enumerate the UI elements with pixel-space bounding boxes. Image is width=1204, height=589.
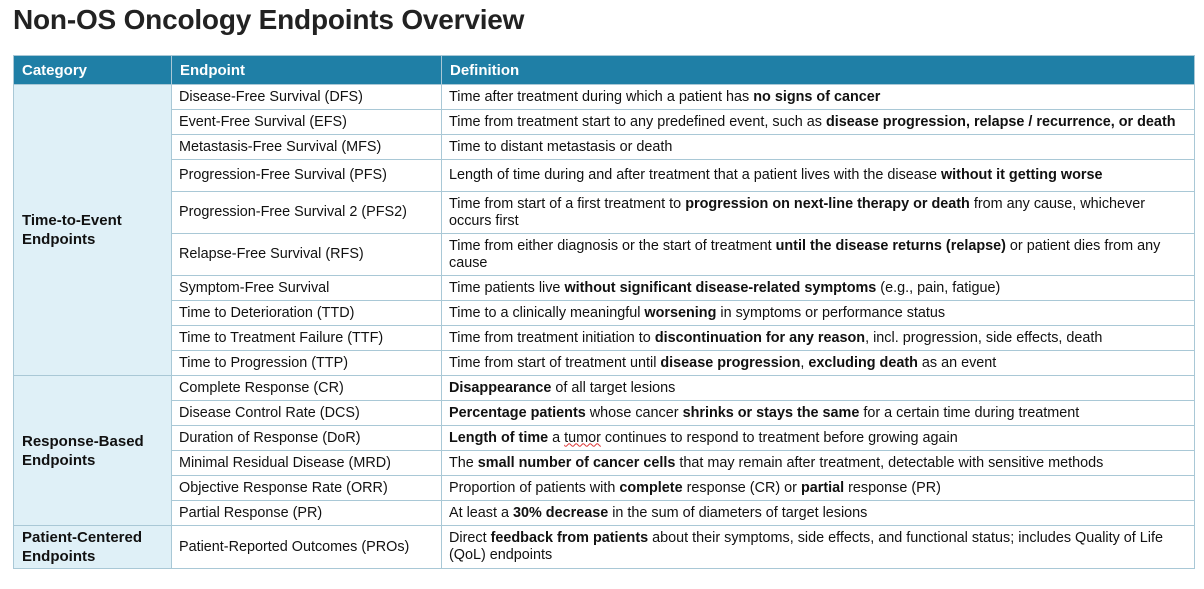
endpoint-cell: Time to Treatment Failure (TTF) (172, 326, 442, 351)
endpoint-cell: Time to Progression (TTP) (172, 351, 442, 376)
definition-cell: The small number of cancer cells that may remain after treatment, detectable with sensitive methods (442, 451, 1195, 476)
table-row (14, 301, 1195, 326)
definition-cell: Time from either diagnosis or the start of treatment until the disease returns (relapse) or patient dies from any cause (442, 234, 1195, 276)
table-header-row (14, 56, 1195, 85)
definition-cell: At least a 30% decrease in the sum of diameters of target lesions (442, 501, 1195, 526)
definition-cell: Proportion of patients with complete response (CR) or partial response (PR) (442, 476, 1195, 501)
table-row (14, 401, 1195, 426)
definition-cell: Time from treatment initiation to discontinuation for any reason, incl. progression, side effects, death (442, 326, 1195, 351)
table-row (14, 110, 1195, 135)
endpoint-cell: Event-Free Survival (EFS) (172, 110, 442, 135)
header-definition: Definition (442, 56, 1195, 85)
table-row (14, 476, 1195, 501)
definition-cell: Time after treatment during which a patient has no signs of cancer (442, 85, 1195, 110)
definition-cell: Time from treatment start to any predefined event, such as disease progression, relapse / recurrence, or death (442, 110, 1195, 135)
definition-cell: Time to distant metastasis or death (442, 135, 1195, 160)
table-row (14, 451, 1195, 476)
header-endpoint: Endpoint (172, 56, 442, 85)
endpoint-cell: Metastasis-Free Survival (MFS) (172, 135, 442, 160)
table-row (14, 234, 1195, 276)
definition-cell: Percentage patients whose cancer shrinks or stays the same for a certain time during treatment (442, 401, 1195, 426)
endpoint-cell: Disease-Free Survival (DFS) (172, 85, 442, 110)
definition-cell: Direct feedback from patients about their symptoms, side effects, and functional status; includes Quality of Life (QoL) endpoints (442, 526, 1195, 569)
endpoint-cell: Time to Deterioration (TTD) (172, 301, 442, 326)
category-patient-centered: Patient-Centered Endpoints (14, 526, 172, 569)
endpoint-cell: Symptom-Free Survival (172, 276, 442, 301)
table-row (14, 192, 1195, 234)
endpoint-cell: Partial Response (PR) (172, 501, 442, 526)
table-row (14, 351, 1195, 376)
definition-cell: Time from start of a first treatment to progression on next-line therapy or death from any cause, whichever occurs first (442, 192, 1195, 234)
endpoint-cell: Relapse-Free Survival (RFS) (172, 234, 442, 276)
definition-cell: Length of time during and after treatment that a patient lives with the disease without it getting worse (442, 160, 1195, 192)
endpoint-cell: Patient-Reported Outcomes (PROs) (172, 526, 442, 569)
table-row (14, 160, 1195, 192)
table-row (14, 326, 1195, 351)
header-category: Category (14, 56, 172, 85)
table-row (14, 135, 1195, 160)
definition-cell: Length of time a tumor continues to respond to treatment before growing again (442, 426, 1195, 451)
definition-cell: Time from start of treatment until disease progression, excluding death as an event (442, 351, 1195, 376)
endpoint-cell: Complete Response (CR) (172, 376, 442, 401)
table-row (14, 501, 1195, 526)
endpoint-cell: Progression-Free Survival 2 (PFS2) (172, 192, 442, 234)
table-row (14, 85, 1195, 110)
table-row (14, 276, 1195, 301)
definition-cell: Disappearance of all target lesions (442, 376, 1195, 401)
definition-cell: Time to a clinically meaningful worsening in symptoms or performance status (442, 301, 1195, 326)
page-title: Non-OS Oncology Endpoints Overview (13, 4, 525, 35)
table-row (14, 376, 1195, 401)
endpoint-cell: Objective Response Rate (ORR) (172, 476, 442, 501)
table-row (14, 426, 1195, 451)
endpoint-cell: Minimal Residual Disease (MRD) (172, 451, 442, 476)
endpoint-cell: Duration of Response (DoR) (172, 426, 442, 451)
endpoints-table (13, 55, 1195, 569)
category-response-based: Response-Based Endpoints (14, 376, 172, 526)
endpoint-cell: Progression-Free Survival (PFS) (172, 160, 442, 192)
endpoint-cell: Disease Control Rate (DCS) (172, 401, 442, 426)
category-time-to-event: Time-to-Event Endpoints (14, 85, 172, 376)
definition-cell: Time patients live without significant disease-related symptoms (e.g., pain, fatigue) (442, 276, 1195, 301)
table-row (14, 526, 1195, 569)
